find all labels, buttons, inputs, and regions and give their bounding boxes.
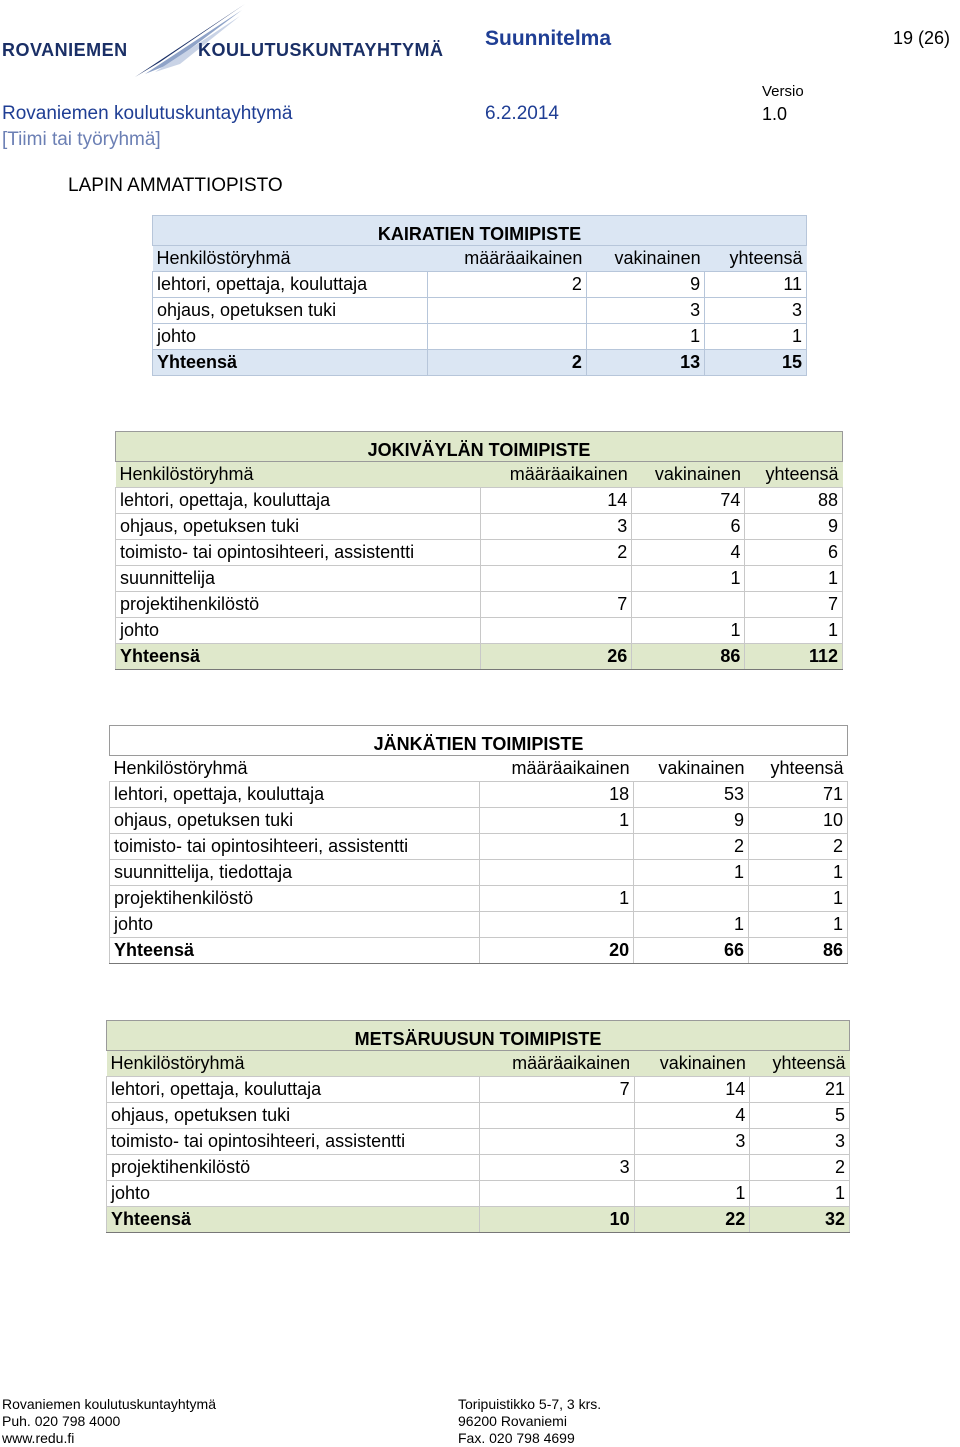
table-cell-value: 3 — [479, 1155, 634, 1181]
total-value: 32 — [750, 1207, 850, 1233]
table-cell-value: 1 — [705, 324, 807, 350]
column-header: määräaikainen — [480, 756, 634, 782]
table-cell-value: 9 — [745, 514, 843, 540]
table-cell-value: 2 — [480, 540, 632, 566]
organization-name: Rovaniemen koulutuskuntayhtymä — [2, 103, 293, 124]
table-cell-value — [634, 1155, 750, 1181]
footer-website[interactable]: www.redu.fi — [2, 1430, 75, 1446]
table-row — [107, 1181, 850, 1207]
total-value: 66 — [634, 938, 749, 964]
table-cell-value — [634, 886, 749, 912]
table-total-row — [153, 350, 807, 376]
table-row — [116, 514, 843, 540]
table-cell-value: 1 — [745, 566, 843, 592]
total-value: 86 — [632, 644, 745, 670]
table-caption-row — [153, 216, 807, 246]
footer-phone: Puh. 020 798 4000 — [2, 1413, 121, 1429]
table-cell-value: 1 — [632, 618, 745, 644]
logo-text-secondary: KOULUTUSKUNTAYHTYMÄ — [198, 40, 444, 60]
total-value: 22 — [634, 1207, 750, 1233]
total-label: Yhteensä — [107, 1207, 480, 1233]
table-total-row — [107, 1207, 850, 1233]
table-cell-value: 88 — [745, 488, 843, 514]
table-cell-value: 10 — [748, 808, 847, 834]
table-cell-value: 9 — [586, 272, 704, 298]
column-header: yhteensä — [705, 246, 807, 272]
total-value: 10 — [479, 1207, 634, 1233]
table-cell-value: 1 — [750, 1181, 850, 1207]
staff-table-kairatie — [152, 215, 807, 376]
table-cell-value: 53 — [634, 782, 749, 808]
table-cell-value: 2 — [428, 272, 586, 298]
table-row — [110, 808, 848, 834]
footer-contact-right — [458, 1396, 601, 1447]
footer-postal: 96200 Rovaniemi — [458, 1413, 567, 1429]
table-cell-group: ohjaus, opetuksen tuki — [153, 298, 428, 324]
document-title: Suunnitelma — [485, 27, 612, 50]
table-cell-value — [428, 298, 586, 324]
table-cell-group: toimisto- tai opintosihteeri, assistentti — [116, 540, 481, 566]
column-header: määräaikainen — [480, 462, 632, 488]
footer-fax: Fax. 020 798 4699 — [458, 1430, 575, 1446]
table-cell-group: projektihenkilöstö — [116, 592, 481, 618]
total-value: 26 — [480, 644, 632, 670]
table-cell-value: 4 — [634, 1103, 750, 1129]
table-cell-value — [479, 1129, 634, 1155]
table-cell-value: 1 — [586, 324, 704, 350]
table-cell-group: toimisto- tai opintosihteeri, assistentti — [110, 834, 480, 860]
table-cell-value: 18 — [480, 782, 634, 808]
column-header: vakinainen — [634, 1051, 750, 1077]
table-row — [107, 1155, 850, 1181]
staff-table-jankatie — [109, 725, 848, 964]
table-cell-group: toimisto- tai opintosihteeri, assistentti — [107, 1129, 480, 1155]
total-value: 15 — [705, 350, 807, 376]
table-cell-group: lehtori, opettaja, kouluttaja — [153, 272, 428, 298]
table-cell-group: projektihenkilöstö — [110, 886, 480, 912]
table-cell-value: 2 — [748, 834, 847, 860]
table-header-row — [116, 462, 843, 488]
table-cell-group: lehtori, opettaja, kouluttaja — [107, 1077, 480, 1103]
table-cell-value: 3 — [705, 298, 807, 324]
staff-table-jokivayla — [115, 431, 843, 670]
table-row — [116, 488, 843, 514]
table-caption-row — [116, 432, 843, 462]
table-cell-value: 14 — [634, 1077, 750, 1103]
table-cell-value: 6 — [632, 514, 745, 540]
table-caption-row — [107, 1021, 850, 1051]
table-caption: JOKIVÄYLÄN TOIMIPISTE — [116, 432, 843, 462]
table-cell-group: projektihenkilöstö — [107, 1155, 480, 1181]
table-cell-value: 1 — [748, 860, 847, 886]
document-date: 6.2.2014 — [485, 103, 559, 124]
section-title: LAPIN AMMATTIOPISTO — [68, 175, 283, 196]
table-cell-group: johto — [153, 324, 428, 350]
table-cell-value: 11 — [705, 272, 807, 298]
total-value: 112 — [745, 644, 843, 670]
table-cell-value — [632, 592, 745, 618]
table-cell-value: 3 — [586, 298, 704, 324]
table-row — [116, 566, 843, 592]
column-header: Henkilöstöryhmä — [107, 1051, 480, 1077]
table-cell-value: 1 — [480, 886, 634, 912]
table-cell-value: 14 — [480, 488, 632, 514]
table-cell-value: 9 — [634, 808, 749, 834]
table-caption: JÄNKÄTIEN TOIMIPISTE — [110, 726, 848, 756]
table-cell-group: lehtori, opettaja, kouluttaja — [116, 488, 481, 514]
column-header: yhteensä — [745, 462, 843, 488]
table-cell-value: 2 — [634, 834, 749, 860]
total-value: 2 — [428, 350, 586, 376]
table-cell-value: 74 — [632, 488, 745, 514]
table-row — [153, 298, 807, 324]
footer-contact-left — [2, 1396, 216, 1447]
total-value: 86 — [748, 938, 847, 964]
total-label: Yhteensä — [110, 938, 480, 964]
table-cell-value — [479, 1181, 634, 1207]
table-row — [110, 886, 848, 912]
table-row — [153, 272, 807, 298]
table-cell-group: johto — [110, 912, 480, 938]
column-header: vakinainen — [632, 462, 745, 488]
table-cell-value: 1 — [480, 808, 634, 834]
column-header: yhteensä — [750, 1051, 850, 1077]
table-cell-value: 3 — [634, 1129, 750, 1155]
column-header: Henkilöstöryhmä — [153, 246, 428, 272]
table-row — [107, 1077, 850, 1103]
table-cell-value — [480, 566, 632, 592]
table-cell-value: 5 — [750, 1103, 850, 1129]
table-cell-value: 1 — [632, 566, 745, 592]
table-cell-value: 1 — [634, 912, 749, 938]
footer-address: Toripuistikko 5-7, 3 krs. — [458, 1396, 602, 1412]
table-cell-value: 3 — [480, 514, 632, 540]
total-value: 13 — [586, 350, 704, 376]
table-cell-value: 2 — [750, 1155, 850, 1181]
column-header: Henkilöstöryhmä — [110, 756, 480, 782]
staff-table-metsaruusu — [106, 1020, 850, 1233]
table-cell-value — [480, 618, 632, 644]
column-header: määräaikainen — [479, 1051, 634, 1077]
table-cell-value: 7 — [480, 592, 632, 618]
table-row — [110, 860, 848, 886]
table-cell-value: 4 — [632, 540, 745, 566]
table-total-row — [110, 938, 848, 964]
table-caption: KAIRATIEN TOIMIPISTE — [153, 216, 807, 246]
table-row — [107, 1103, 850, 1129]
version-label: Versio — [762, 83, 804, 100]
table-cell-group: johto — [107, 1181, 480, 1207]
table-cell-value — [479, 1103, 634, 1129]
table-cell-value: 21 — [750, 1077, 850, 1103]
table-cell-value: 71 — [748, 782, 847, 808]
table-cell-group: ohjaus, opetuksen tuki — [110, 808, 480, 834]
footer-org: Rovaniemen koulutuskuntayhtymä — [2, 1396, 217, 1412]
table-row — [110, 782, 848, 808]
table-cell-value: 1 — [745, 618, 843, 644]
table-cell-group: ohjaus, opetuksen tuki — [116, 514, 481, 540]
column-header: vakinainen — [634, 756, 749, 782]
table-cell-group: suunnittelija — [116, 566, 481, 592]
table-row — [116, 618, 843, 644]
table-cell-value: 3 — [750, 1129, 850, 1155]
table-cell-value: 1 — [634, 860, 749, 886]
team-placeholder: [Tiimi tai työryhmä] — [2, 129, 161, 150]
total-label: Yhteensä — [153, 350, 428, 376]
table-row — [110, 912, 848, 938]
table-cell-group: ohjaus, opetuksen tuki — [107, 1103, 480, 1129]
table-cell-value — [480, 834, 634, 860]
version-number: 1.0 — [762, 104, 788, 124]
table-cell-value: 7 — [479, 1077, 634, 1103]
column-header: määräaikainen — [428, 246, 586, 272]
table-cell-value: 7 — [745, 592, 843, 618]
table-header-row — [153, 246, 807, 272]
table-header-row — [110, 756, 848, 782]
page-number: 19 (26) — [893, 28, 951, 48]
column-header: yhteensä — [748, 756, 847, 782]
table-cell-value: 6 — [745, 540, 843, 566]
table-row — [153, 324, 807, 350]
table-cell-group: suunnittelija, tiedottaja — [110, 860, 480, 886]
table-row — [116, 592, 843, 618]
total-value: 20 — [480, 938, 634, 964]
total-label: Yhteensä — [116, 644, 481, 670]
table-cell-group: johto — [116, 618, 481, 644]
table-cell-group: lehtori, opettaja, kouluttaja — [110, 782, 480, 808]
table-row — [116, 540, 843, 566]
table-cell-value: 1 — [748, 912, 847, 938]
logo-text: ROVANIEMEN — [2, 40, 128, 60]
table-cell-value — [480, 912, 634, 938]
table-cell-value: 1 — [748, 886, 847, 912]
column-header: Henkilöstöryhmä — [116, 462, 481, 488]
table-cell-value — [480, 860, 634, 886]
table-cell-value — [428, 324, 586, 350]
table-caption: METSÄRUUSUN TOIMIPISTE — [107, 1021, 850, 1051]
table-caption-row — [110, 726, 848, 756]
table-cell-value: 1 — [634, 1181, 750, 1207]
table-row — [107, 1129, 850, 1155]
table-row — [110, 834, 848, 860]
table-header-row — [107, 1051, 850, 1077]
column-header: vakinainen — [586, 246, 704, 272]
table-total-row — [116, 644, 843, 670]
